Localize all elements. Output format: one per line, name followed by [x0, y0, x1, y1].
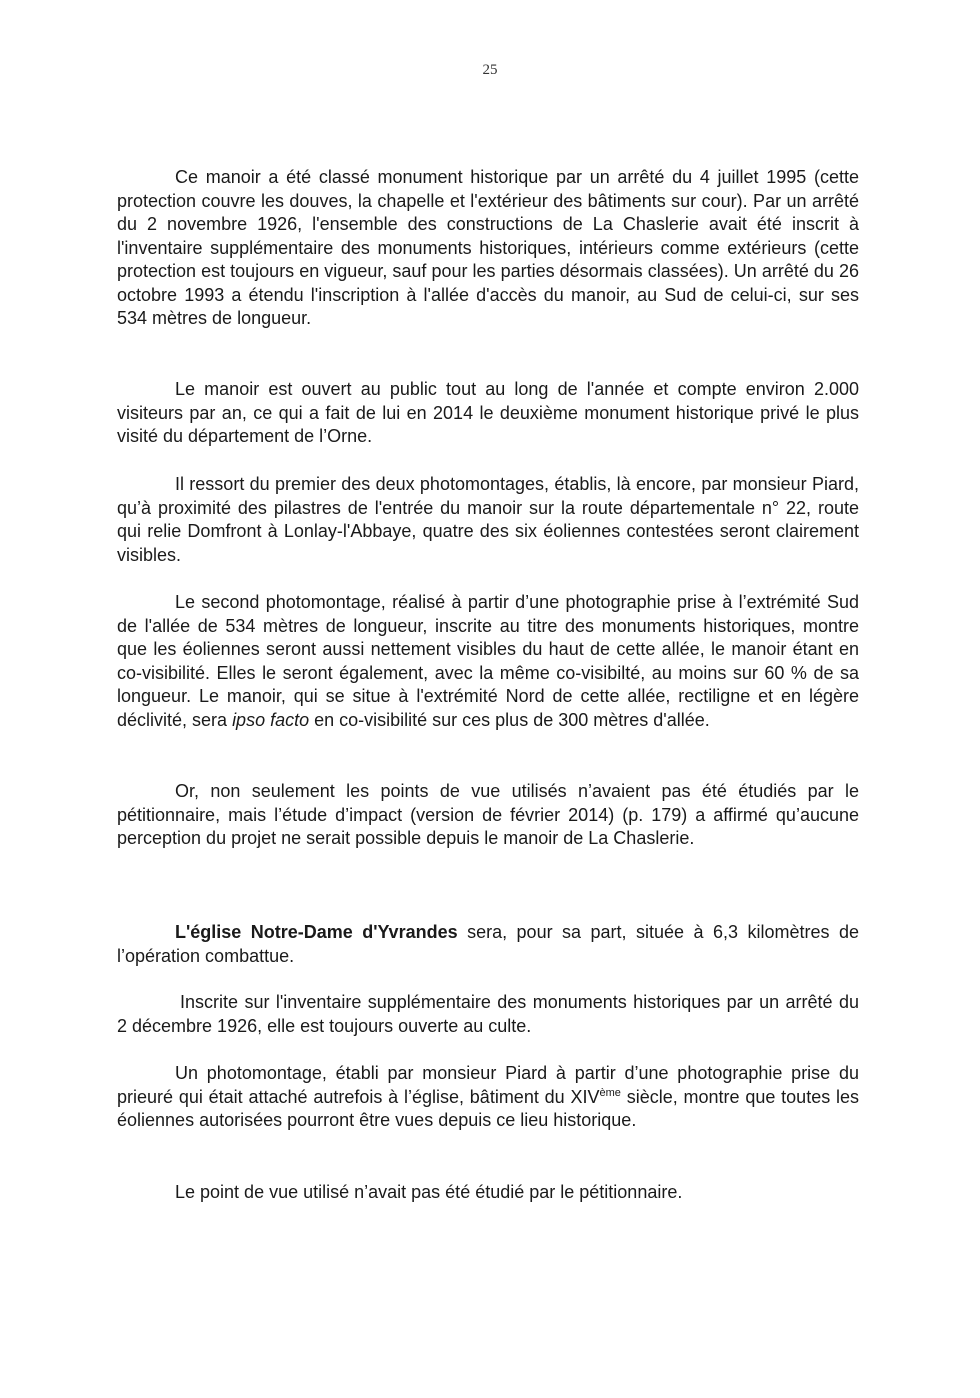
paragraph-5-text: Or, non seulement les points de vue utilisés n’avaient pas été étudiés par le pétitionnaire, mais l’étude d’impact (version de février 2014) (p. 179) a affirmé qu’aucune perception du projet ne serait possible depuis le manoir de La Chaslerie. — [117, 781, 859, 848]
paragraph-7-text: Inscrite sur l'inventaire supplémentaire des monuments historiques par un arrêté du 2 décembre 1926, elle est toujours ouverte au culte. — [117, 992, 859, 1036]
paragraph-5 — [117, 780, 859, 851]
paragraph-4-italic: ipso facto — [232, 709, 310, 730]
paragraph-1-text: Ce manoir a été classé monument historique par un arrêté du 4 juillet 1995 (cette protection couvre les douves, la chapelle et l'extérieur des bâtiments sur cour). Par un arrêté du 2 novembre 1926, l'ensemble des constructions de La Chaslerie avait été inscrit à l'inventaire supplémentaire des monuments historiques, intérieurs comme extérieurs (cette protection est toujours en vigueur, sauf pour les parties désormais classées). Un arrêté du 26 octobre 1993 a étendu l'inscription à l'allée d'accès du manoir, au Sud de celui-ci, sur ses 534 mètres de longueur. — [117, 167, 859, 328]
paragraph-2-text: Le manoir est ouvert au public tout au long de l'année et compte environ 2.000 visiteurs par an, ce qui a fait de lui en 2014 le deuxième monument historique privé le plus visité du département de l’Orne. — [117, 379, 859, 446]
paragraph-8-part-a: Un photomontage, établi par monsieur Piard à partir d’une photographie prise du prieuré qui était attaché autrefois à l’église, bâtiment du XIV — [117, 1063, 859, 1107]
paragraph-1 — [117, 166, 859, 331]
century-superscript: ème — [599, 1086, 621, 1099]
paragraph-7 — [117, 991, 859, 1038]
paragraph-3-text: Il ressort du premier des deux photomontages, établis, là encore, par monsieur Piard, qu’à proximité des pilastres de l'entrée du manoir sur la route départementale n° 22, route qui relie Domfront à Lonlay-l'Abbaye, quatre des six éoliennes contestées seront clairement visibles. — [117, 474, 859, 565]
church-name-heading: L'église Notre-Dame d'Yvrandes — [175, 922, 458, 942]
paragraph-8-part-b: siècle, montre que toutes les éoliennes autorisées pourront être vues depuis ce lieu historique. — [117, 1086, 860, 1130]
page-number: 25 — [482, 62, 498, 78]
paragraph-8-text — [117, 1062, 859, 1133]
paragraph-4-part-a: Le second photomontage, réalisé à partir d’une photographie prise à l’extrémité Sud de l'allée de 534 mètres de longueur, inscrite au titre des monuments historiques, montre que les éoliennes seront aussi nettement visibles du haut de cette allée, le manoir étant en co-visibilité. Elles le seront également, avec la même co-visibilté, au moins sur 60 % de sa longueur. Le manoir, qui se situe à l'extrémité Nord de cette allée, rectiligne et en légère déclivité, sera — [117, 592, 859, 730]
paragraph-9 — [117, 1181, 859, 1205]
paragraph-4 — [117, 591, 859, 732]
paragraph-4-text — [117, 591, 859, 732]
paragraph-6-rest: sera, pour sa part, située à 6,3 kilomètres de l’opération combattue. — [117, 922, 859, 966]
paragraph-6-text — [117, 921, 859, 968]
paragraph-3 — [117, 473, 859, 567]
paragraph-2 — [117, 378, 859, 449]
paragraph-9-text: Le point de vue utilisé n’avait pas été étudié par le pétitionnaire. — [175, 1182, 683, 1202]
paragraph-6 — [117, 921, 859, 968]
paragraph-4-part-b: en co-visibilité sur ces plus de 300 mètres d'allée. — [309, 709, 710, 730]
paragraph-8 — [117, 1062, 859, 1133]
